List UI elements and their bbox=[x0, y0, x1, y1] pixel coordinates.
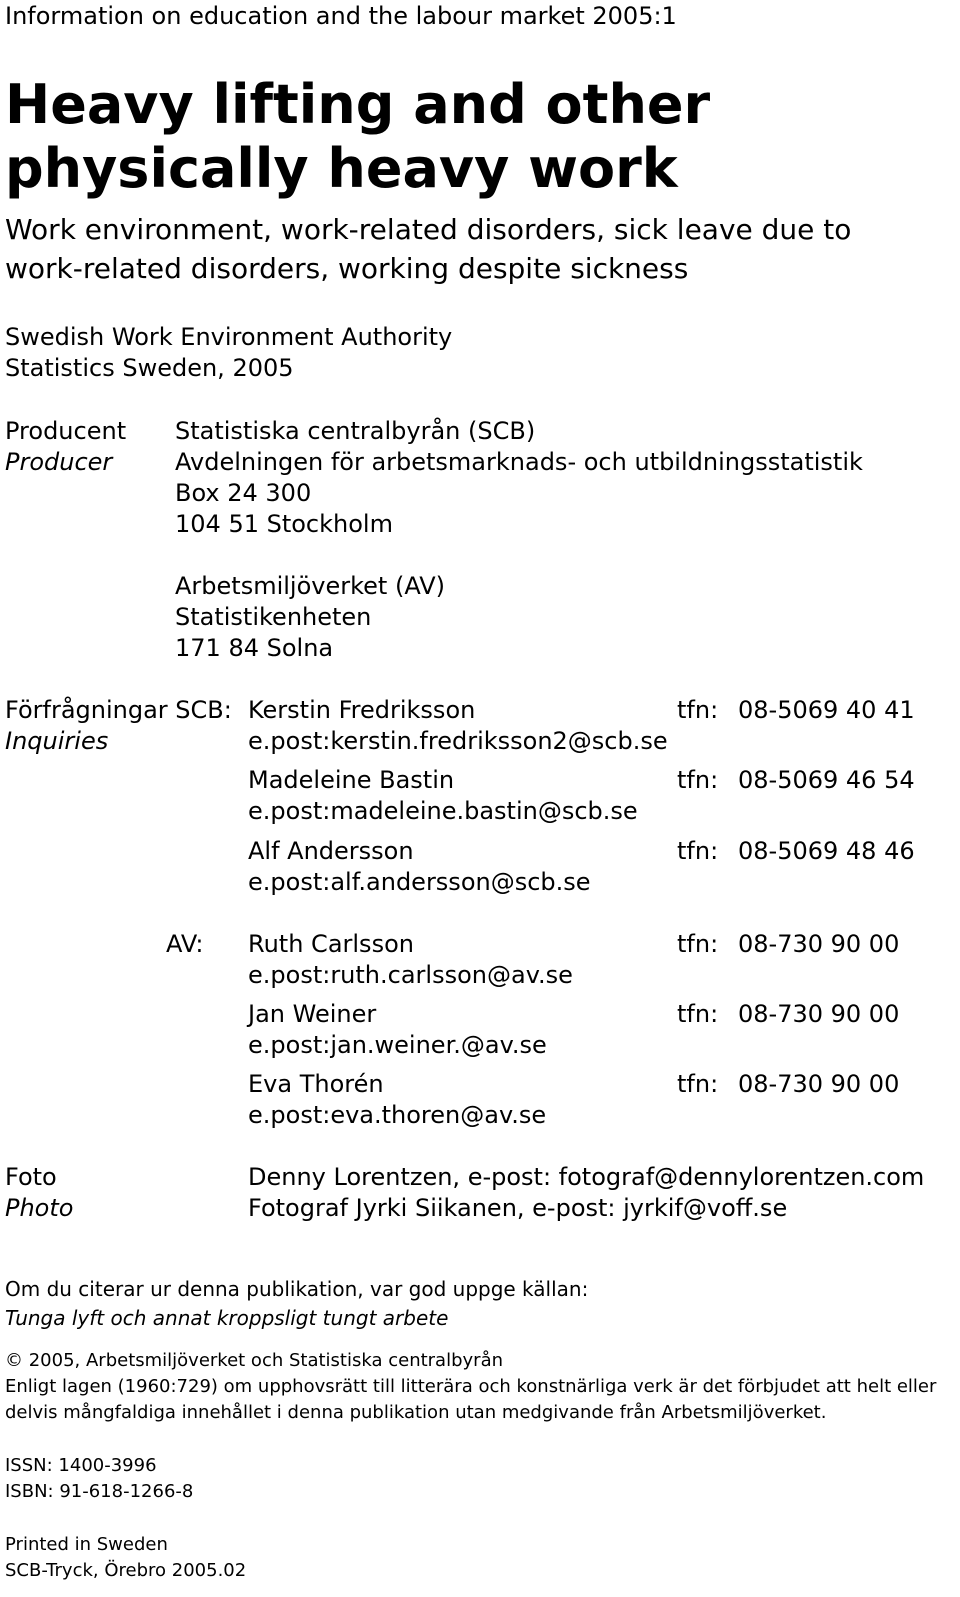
contact-email[interactable]: e.post:alf.andersson@scb.se bbox=[248, 868, 591, 896]
isbn: ISBN: 91-618-1266-8 bbox=[5, 1481, 194, 1502]
citation-intro: Om du citerar ur denna publikation, var god uppge källan: bbox=[5, 1277, 589, 1301]
contact-email[interactable]: e.post:kerstin.fredriksson2@scb.se bbox=[248, 727, 668, 755]
subtitle bbox=[5, 210, 851, 288]
contact-email[interactable]: e.post:madeleine.bastin@scb.se bbox=[248, 797, 638, 825]
producer-label-en: Producer bbox=[5, 448, 113, 476]
contact-phone: 08-730 90 00 bbox=[738, 1000, 900, 1028]
contact-name: Kerstin Fredriksson bbox=[248, 696, 476, 724]
photo-label-sv: Foto bbox=[5, 1163, 57, 1191]
producer-scb-address bbox=[175, 416, 863, 540]
address-line: 104 51 Stockholm bbox=[175, 510, 393, 538]
printer: SCB-Tryck, Örebro 2005.02 bbox=[5, 1560, 247, 1581]
contact-name: Alf Andersson bbox=[248, 837, 414, 865]
subtitle-line-2: work-related disorders, working despite sickness bbox=[5, 252, 689, 285]
tfn-label: tfn: bbox=[677, 696, 719, 724]
contact-phone: 08-5069 48 46 bbox=[738, 837, 915, 865]
tfn-label: tfn: bbox=[677, 766, 719, 794]
authors bbox=[5, 322, 452, 384]
inquiries-av-label: AV: bbox=[166, 930, 204, 958]
copyright-line: © 2005, Arbetsmiljöverket och Statistiska centralbyrån bbox=[5, 1350, 504, 1371]
address-line: Box 24 300 bbox=[175, 479, 312, 507]
copyright-law-line: delvis mångfaldiga innehållet i denna publikation utan medgivande från Arbetsmiljöverket. bbox=[5, 1402, 827, 1423]
photo-credits bbox=[248, 1162, 924, 1224]
photo-label-en: Photo bbox=[5, 1194, 74, 1222]
printed-in: Printed in Sweden bbox=[5, 1534, 168, 1555]
address-line: Arbetsmiljöverket (AV) bbox=[175, 572, 445, 600]
tfn-label: tfn: bbox=[677, 837, 719, 865]
address-line: Statistikenheten bbox=[175, 603, 372, 631]
photo-credit-line: Fotograf Jyrki Siikanen, e-post: jyrkif@voff.se bbox=[248, 1194, 788, 1222]
tfn-label: tfn: bbox=[677, 1000, 719, 1028]
page-title bbox=[5, 73, 710, 201]
tfn-label: tfn: bbox=[677, 1070, 719, 1098]
inquiries-label-en: Inquiries bbox=[5, 727, 109, 755]
contact-name: Jan Weiner bbox=[248, 1000, 377, 1028]
contact-email[interactable]: e.post:ruth.carlsson@av.se bbox=[248, 961, 573, 989]
contact-email[interactable]: e.post:jan.weiner.@av.se bbox=[248, 1031, 547, 1059]
contact-phone: 08-730 90 00 bbox=[738, 1070, 900, 1098]
contact-name: Madeleine Bastin bbox=[248, 766, 455, 794]
issn: ISSN: 1400-3996 bbox=[5, 1455, 157, 1476]
title-line-1: Heavy lifting and other bbox=[5, 73, 711, 136]
contact-name: Ruth Carlsson bbox=[248, 930, 414, 958]
producer-label-sv: Producent bbox=[5, 417, 127, 445]
series-line: Information on education and the labour market 2005:1 bbox=[5, 2, 677, 30]
contact-phone: 08-5069 40 41 bbox=[738, 696, 915, 724]
contact-phone: 08-5069 46 54 bbox=[738, 766, 915, 794]
photo-credit-line: Denny Lorentzen, e-post: fotograf@dennylorentzen.com bbox=[248, 1163, 925, 1191]
author-line: Statistics Sweden, 2005 bbox=[5, 354, 294, 382]
producer-av-address bbox=[175, 571, 445, 664]
contact-phone: 08-730 90 00 bbox=[738, 930, 900, 958]
author-line: Swedish Work Environment Authority bbox=[5, 323, 453, 351]
address-line: 171 84 Solna bbox=[175, 634, 334, 662]
tfn-label: tfn: bbox=[677, 930, 719, 958]
address-line: Statistiska centralbyrån (SCB) bbox=[175, 417, 536, 445]
contact-email[interactable]: e.post:eva.thoren@av.se bbox=[248, 1101, 547, 1129]
inquiries-label-sv: Förfrågningar SCB: bbox=[5, 696, 232, 724]
copyright-law-line: Enligt lagen (1960:729) om upphovsrätt till litterära och konstnärliga verk är det förbjudet att helt eller bbox=[5, 1376, 937, 1397]
address-line: Avdelningen för arbetsmarknads- och utbildningsstatistik bbox=[175, 448, 863, 476]
citation-source-title: Tunga lyft och annat kroppsligt tungt arbete bbox=[5, 1306, 449, 1330]
contact-name: Eva Thorén bbox=[248, 1070, 384, 1098]
subtitle-line-1: Work environment, work-related disorders, sick leave due to bbox=[5, 213, 852, 246]
title-line-2: physically heavy work bbox=[5, 137, 678, 200]
